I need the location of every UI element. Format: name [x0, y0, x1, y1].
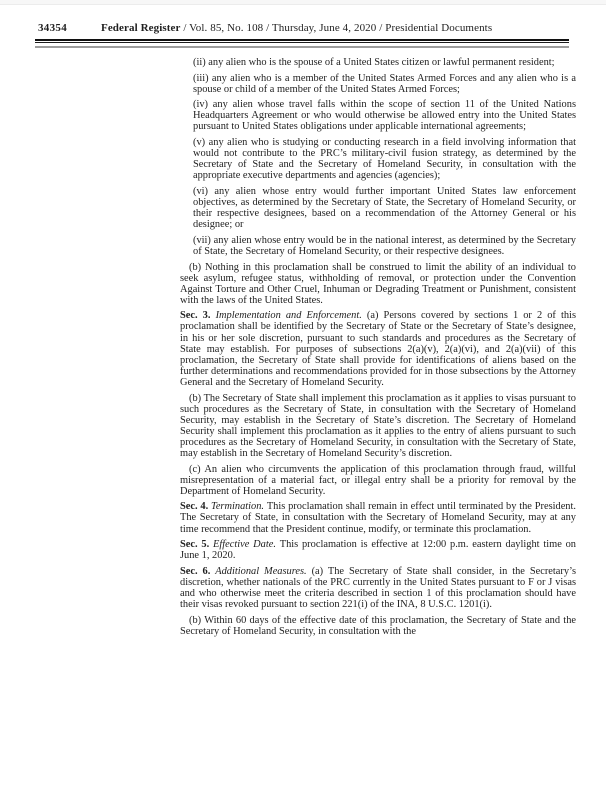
page-number: 34354	[38, 22, 67, 34]
header-citation	[101, 22, 492, 34]
section-paragraph: Sec. 3. Implementation and Enforcement. (a) Persons covered by sections 1 or 2 of this proclamation shall be identified by the Secretary of State or the Secretary of State’s designee, in his or her sole discretion, pursuant to such standards and procedures as the Secretary of State may establish. For purposes of subsections 2(a)(v), 2(a)(vi), and 2(a)(vii) of this proclamation, the Secretary of State shall provide for identifications of aliens based on the further determinations and recommendations provided for in those subsections by the Attorney General and the Secretary of Homeland Security.	[180, 310, 576, 388]
body-paragraph: (v) any alien who is studying or conducting research in a field involving information that would not contribute to the PRC’s military-civil fusion strategy, as determined by the Secretary of State and the Secretary of Homeland Security, in consultation with the appropriate executive departments and agencies (agencies);	[193, 137, 576, 182]
body-paragraph: (b) Nothing in this proclamation shall be construed to limit the ability of an individual to seek asylum, refugee status, withholding of removal, or protection under the Convention Against Torture and Other Cruel, Inhuman or Degrading Treatment or Punishment, consistent with the laws of the United States.	[180, 261, 576, 306]
section-title: Effective Date.	[212, 539, 280, 551]
section-paragraph: Sec. 6. Additional Measures. (a) The Secretary of State shall consider, in the Secretary’s discretion, whether nationals of the PRC currently in the United States pursuant to F or J visas and who otherwise meet the criteria described in section 1 of this proclamation should have their visas revoked pursuant to section 221(i) of the INA, 8 U.S.C. 1201(i).	[180, 565, 577, 611]
body-paragraph: (vi) any alien whose entry would further important United States law enforcement objectives, as determined by the Secretary of State, the Secretary of Homeland Security, or their respective designees, based on a recommendation of the Attorney General or his designee; or	[193, 185, 576, 231]
header-citation-title: Federal Register	[101, 22, 181, 34]
body-paragraph: (b) The Secretary of State shall implement this proclamation as it applies to visas pursuant to such procedures as the Secretary of State, in consultation with the Secretary of Homeland Security, may establish in the Secretary of State’s discretion. The Secretary of Homeland Security shall implement this proclamation as it applies to the entry of aliens pursuant to such procedures as the Secretary of Homeland Security, in consultation with the Secretary of State, may establish in the Secretary of Homeland Security’s discretion.	[180, 392, 576, 459]
section-title: Additional Measures.	[215, 565, 312, 577]
section-title: Implementation and Enforcement.	[215, 310, 367, 322]
header-citation-rest: / Vol. 85, No. 108 / Thursday, June 4, 2020 / Presidential Documents	[180, 22, 493, 34]
body-paragraph: (ii) any alien who is the spouse of a United States citizen or lawful permanent resident;	[193, 57, 555, 68]
section-label: Sec. 6.	[180, 565, 216, 577]
document-body	[180, 57, 576, 637]
section-label: Sec. 5.	[180, 539, 213, 551]
section-label: Sec. 4.	[180, 501, 211, 513]
page-top-edge	[0, 0, 606, 5]
section-paragraph: Sec. 4. Termination. This proclamation shall remain in effect until terminated by the President. The Secretary of State, in consultation with the Secretary of Homeland Security, may at any time recommend that the President continue, modify, or terminate this proclamation.	[180, 501, 576, 535]
double-rule	[35, 39, 569, 48]
section-label: Sec. 3.	[180, 310, 216, 322]
rule-gray	[35, 46, 569, 48]
section-paragraph: Sec. 5. Effective Date. This proclamation is effective at 12:00 p.m. eastern daylight time on June 1, 2020.	[180, 539, 576, 562]
running-head	[38, 22, 606, 34]
section-title: Termination.	[211, 501, 267, 513]
body-paragraph: (c) An alien who circumvents the application of this proclamation through fraud, willful misrepresentation of a material fact, or illegal entry shall be a priority for removal by the Department of Homeland Security.	[180, 463, 576, 497]
body-paragraph: (iii) any alien who is a member of the United States Armed Forces and any alien who is a spouse or child of a member of the United States Armed Forces;	[193, 72, 576, 95]
body-paragraph: (vii) any alien whose entry would be in the national interest, as determined by the Secretary of State, the Secretary of Homeland Security, or their respective designees.	[193, 234, 576, 257]
body-paragraph: (iv) any alien whose travel falls within the scope of section 11 of the United Nations Headquarters Agreement or who would otherwise be allowed entry into the United States pursuant to United States obligations under applicable international agreements;	[193, 99, 576, 133]
body-paragraph: (b) Within 60 days of the effective date of this proclamation, the Secretary of State and the Secretary of Homeland Security, in consultation with the	[180, 614, 576, 637]
